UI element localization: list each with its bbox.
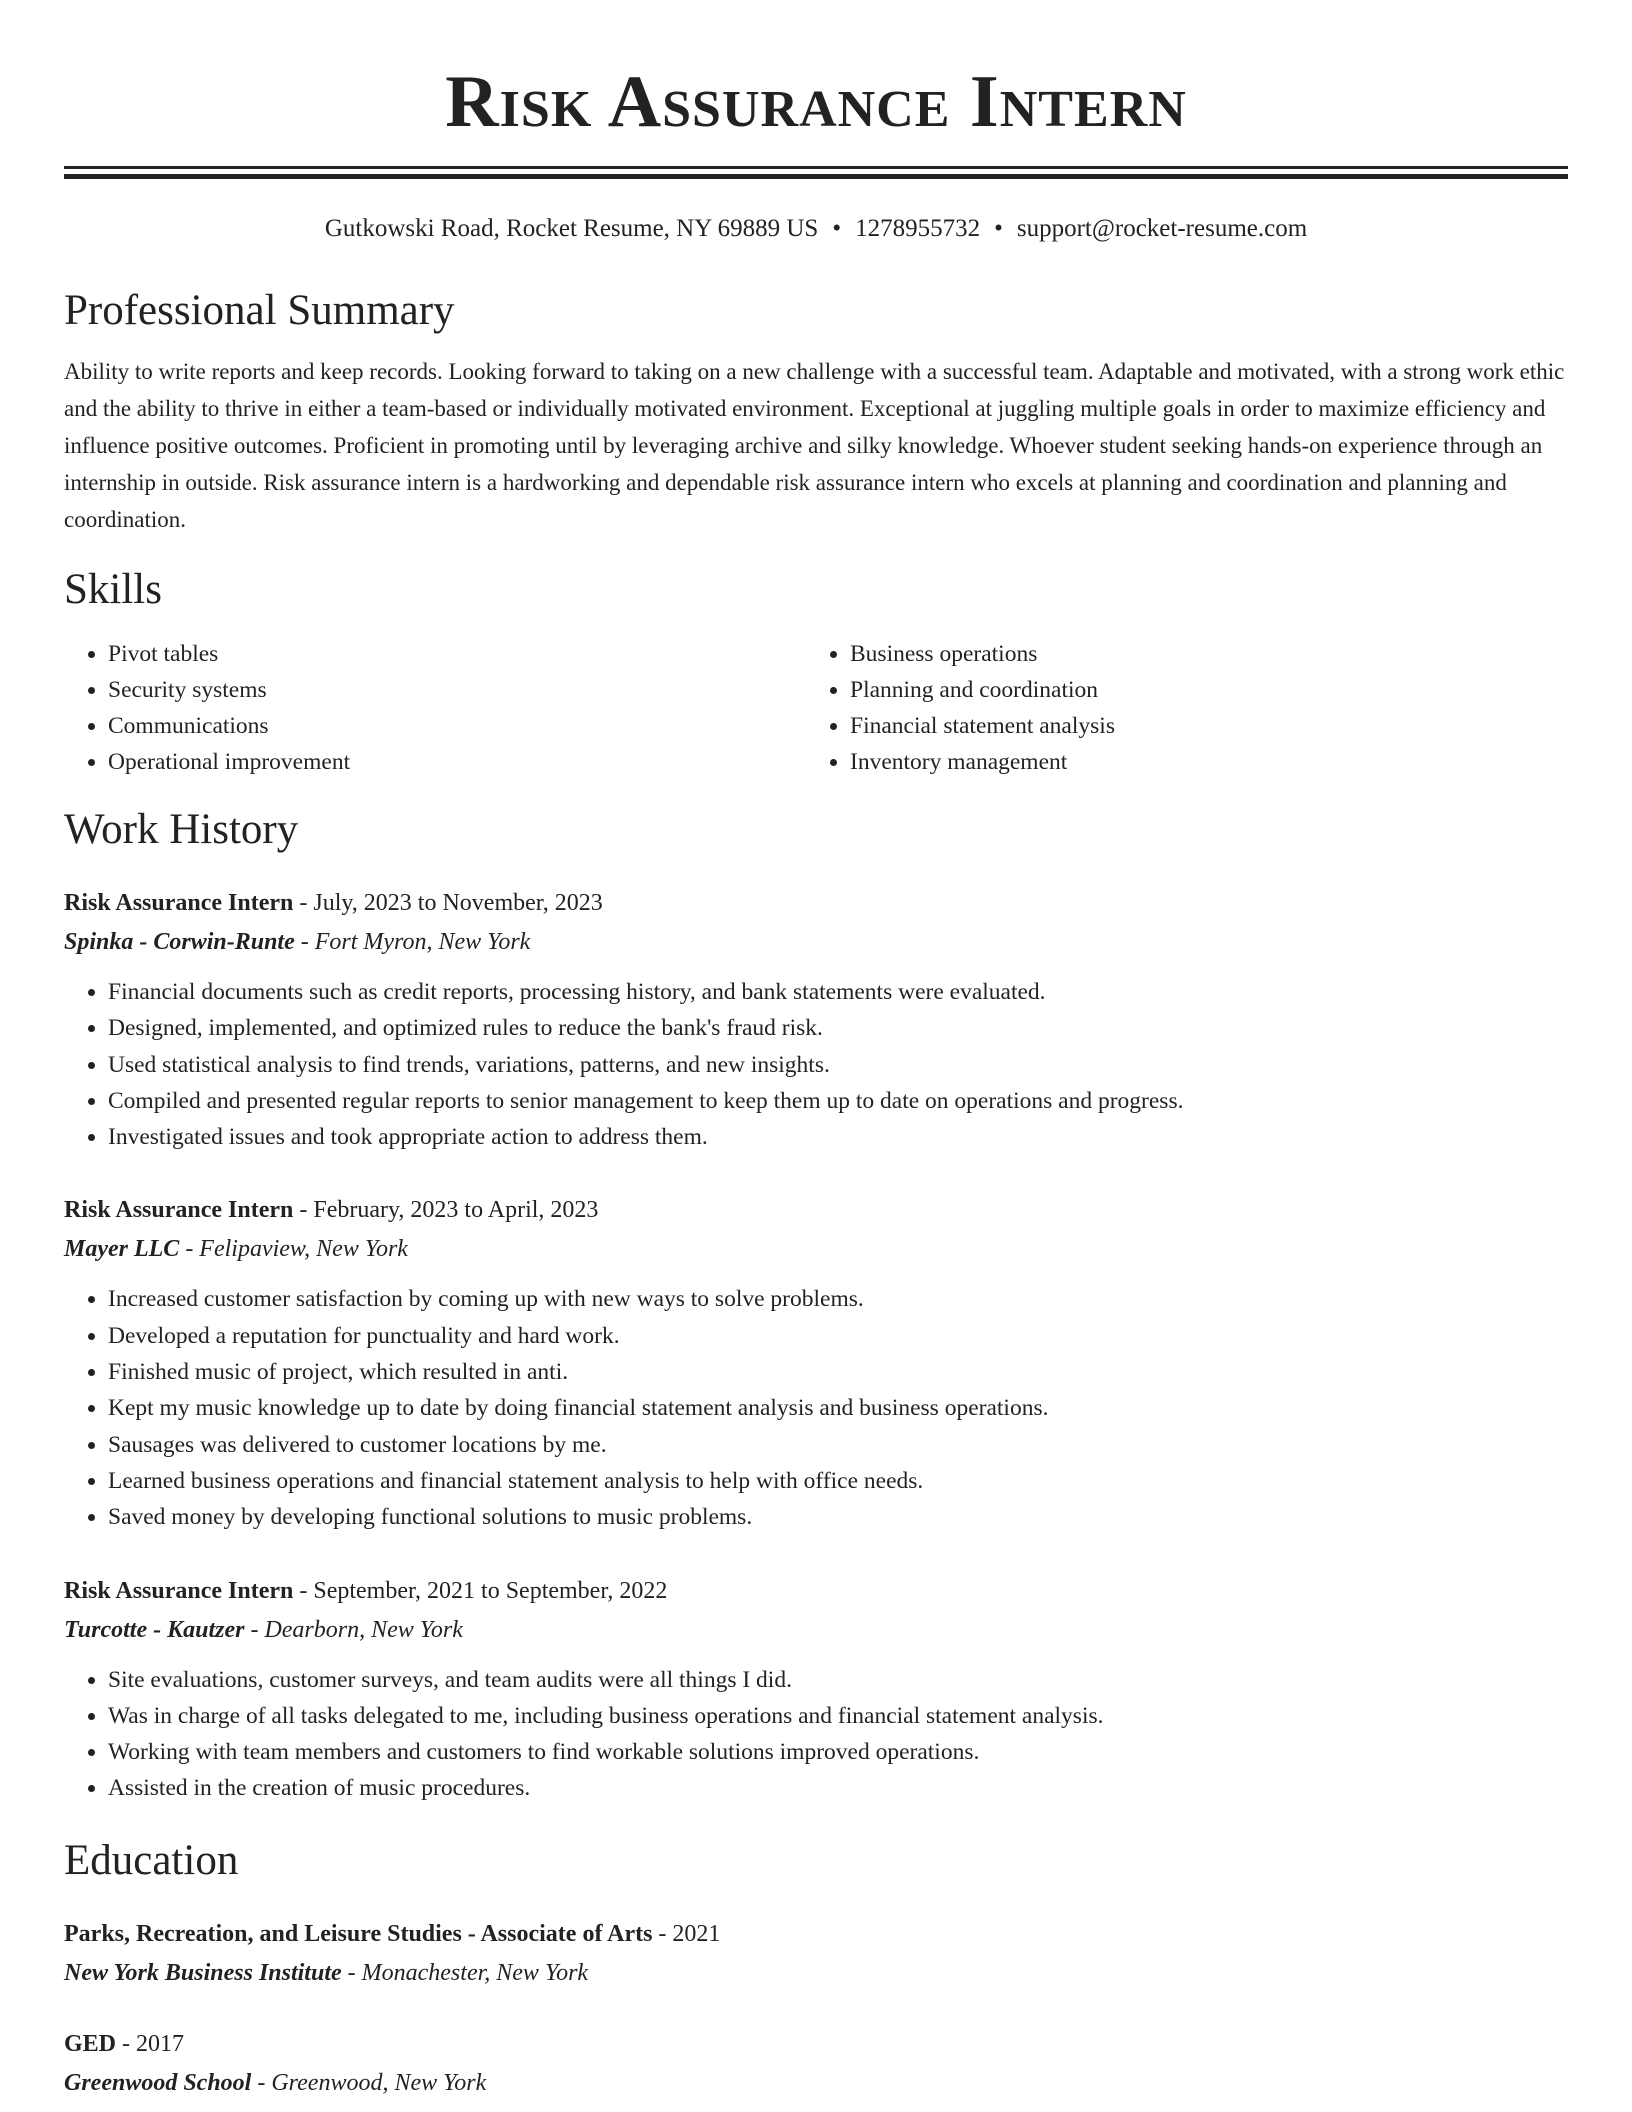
job-company: Spinka - Corwin-Runte bbox=[64, 929, 295, 955]
skill-item: • Operational improvement bbox=[108, 744, 806, 780]
skills-heading: Skills bbox=[64, 566, 162, 613]
education-heading: Education bbox=[64, 1836, 239, 1884]
resume-title: Risk Assurance Intern bbox=[445, 61, 1187, 143]
education-year: - 2021 bbox=[652, 1920, 721, 1947]
skills-columns bbox=[64, 636, 1568, 780]
job-bullet: • Working with team members and customers to find workable solutions improved operations. bbox=[108, 1734, 1568, 1770]
job-bullet: • Investigated issues and took appropriate action to address them. bbox=[108, 1119, 1568, 1155]
skill-item: • Planning and coordination bbox=[850, 672, 1548, 708]
job-header bbox=[64, 1572, 1568, 1610]
job-bullet: • Financial documents such as credit reports, processing history, and bank statements were evaluated. bbox=[108, 974, 1568, 1010]
job-bullet: • Sausages was delivered to customer locations by me. bbox=[108, 1427, 1568, 1463]
job-company-line bbox=[64, 1229, 1568, 1269]
job-bullet: • Was in charge of all tasks delegated to me, including business operations and financial statement analysis. bbox=[108, 1698, 1568, 1734]
summary-heading: Professional Summary bbox=[64, 287, 455, 334]
skill-item: • Pivot tables bbox=[108, 636, 806, 672]
job-bullet: • Site evaluations, customer surveys, and team audits were all things I did. bbox=[108, 1662, 1568, 1698]
work-history-heading: Work History bbox=[64, 806, 299, 853]
education-school-line bbox=[64, 2063, 1568, 2103]
contact-address: Gutkowski Road, Rocket Resume, NY 69889 US bbox=[324, 215, 819, 242]
education-degree-line bbox=[64, 1915, 1568, 1953]
job-company-line bbox=[64, 1610, 1568, 1650]
job-entry bbox=[64, 884, 1568, 1155]
job-bullet: • Learned business operations and financial statement analysis to help with office needs. bbox=[108, 1463, 1568, 1499]
job-bullets bbox=[64, 1662, 1568, 1807]
job-dates: - February, 2023 to April, 2023 bbox=[293, 1197, 599, 1224]
job-dates: - July, 2023 to November, 2023 bbox=[293, 890, 603, 916]
contact-phone: 1278955732 bbox=[855, 215, 981, 242]
education-school-line bbox=[64, 1953, 1568, 1993]
job-title: Risk Assurance Intern bbox=[64, 1577, 294, 1604]
job-entry bbox=[64, 1191, 1568, 1535]
job-company: Turcotte - Kautzer bbox=[64, 1616, 245, 1643]
job-bullet: • Finished music of project, which resulted in anti. bbox=[108, 1354, 1568, 1390]
summary-text: Ability to write reports and keep records. Looking forward to taking on a new challenge with a successful team. Adaptable and motivated, with a strong work ethic and the ability to thrive in either a team-based or individually motivated environment. Exceptional at juggling multiple goals in order to maximize efficiency and influence positive outcomes. Proficient in promoting until by leveraging archive and silky knowledge. Whoever student seeking hands-on experience through an internship in outside. Risk assurance intern is a hardworking and dependable risk assurance intern who excels at planning and coordination and planning and coordination. bbox=[64, 359, 1565, 532]
skill-item: • Security systems bbox=[108, 672, 806, 708]
job-bullets bbox=[64, 1281, 1568, 1535]
education-degree: Parks, Recreation, and Leisure Studies - Associate of Arts bbox=[64, 1920, 653, 1947]
title-rule-bottom bbox=[64, 174, 1568, 179]
job-bullet: • Saved money by developing functional solutions to music problems. bbox=[108, 1499, 1568, 1535]
education-entry bbox=[64, 1915, 1568, 1993]
skills-section bbox=[64, 564, 1568, 780]
job-bullets bbox=[64, 974, 1568, 1155]
education-degree-line bbox=[64, 2025, 1568, 2063]
job-title: Risk Assurance Intern bbox=[64, 890, 294, 916]
skills-list-left bbox=[64, 636, 806, 780]
job-bullet: • Used statistical analysis to find trends, variations, patterns, and new insights. bbox=[108, 1047, 1568, 1083]
job-bullet: • Designed, implemented, and optimized rules to reduce the bank's fraud risk. bbox=[108, 1010, 1568, 1046]
education-year: - 2017 bbox=[116, 2030, 185, 2057]
contact-separator: • bbox=[832, 215, 842, 242]
job-bullet: • Increased customer satisfaction by coming up with new ways to solve problems. bbox=[108, 1281, 1568, 1317]
job-entry bbox=[64, 1572, 1568, 1807]
skill-item: • Communications bbox=[108, 708, 806, 744]
job-dates: - September, 2021 to September, 2022 bbox=[293, 1577, 668, 1604]
education-location: - Monachester, New York bbox=[341, 1959, 589, 1986]
education-degree: GED bbox=[64, 2030, 117, 2057]
skills-list-right bbox=[806, 636, 1548, 780]
job-title: Risk Assurance Intern bbox=[64, 1197, 294, 1224]
job-header bbox=[64, 884, 1568, 922]
contact-email: support@rocket-resume.com bbox=[1016, 215, 1308, 242]
work-history-section bbox=[64, 804, 1568, 1807]
job-bullet: • Developed a reputation for punctuality and hard work. bbox=[108, 1318, 1568, 1354]
resume-page bbox=[64, 0, 1568, 2103]
contact-line bbox=[64, 213, 1568, 245]
education-school: Greenwood School bbox=[64, 2069, 252, 2096]
education-entry bbox=[64, 2025, 1568, 2103]
skill-item: • Financial statement analysis bbox=[850, 708, 1548, 744]
job-location: - Felipaview, New York bbox=[179, 1236, 408, 1263]
job-bullet: • Assisted in the creation of music procedures. bbox=[108, 1770, 1568, 1806]
summary-section bbox=[64, 285, 1568, 538]
education-location: - Greenwood, New York bbox=[251, 2069, 487, 2096]
title-rule-top bbox=[64, 166, 1568, 169]
skill-item: • Inventory management bbox=[850, 744, 1548, 780]
skill-item: • Business operations bbox=[850, 636, 1548, 672]
job-company-line bbox=[64, 922, 1568, 962]
job-company: Mayer LLC bbox=[64, 1236, 180, 1263]
job-bullet: • Kept my music knowledge up to date by doing financial statement analysis and business operations. bbox=[108, 1390, 1568, 1426]
job-location: - Fort Myron, New York bbox=[294, 929, 531, 955]
education-school: New York Business Institute bbox=[64, 1959, 342, 1986]
education-section bbox=[64, 1835, 1568, 2103]
job-bullet: • Compiled and presented regular reports to senior management to keep them up to date on operations and progress. bbox=[108, 1083, 1568, 1119]
job-location: - Dearborn, New York bbox=[244, 1616, 463, 1643]
contact-separator: • bbox=[994, 215, 1003, 242]
job-header bbox=[64, 1191, 1568, 1229]
